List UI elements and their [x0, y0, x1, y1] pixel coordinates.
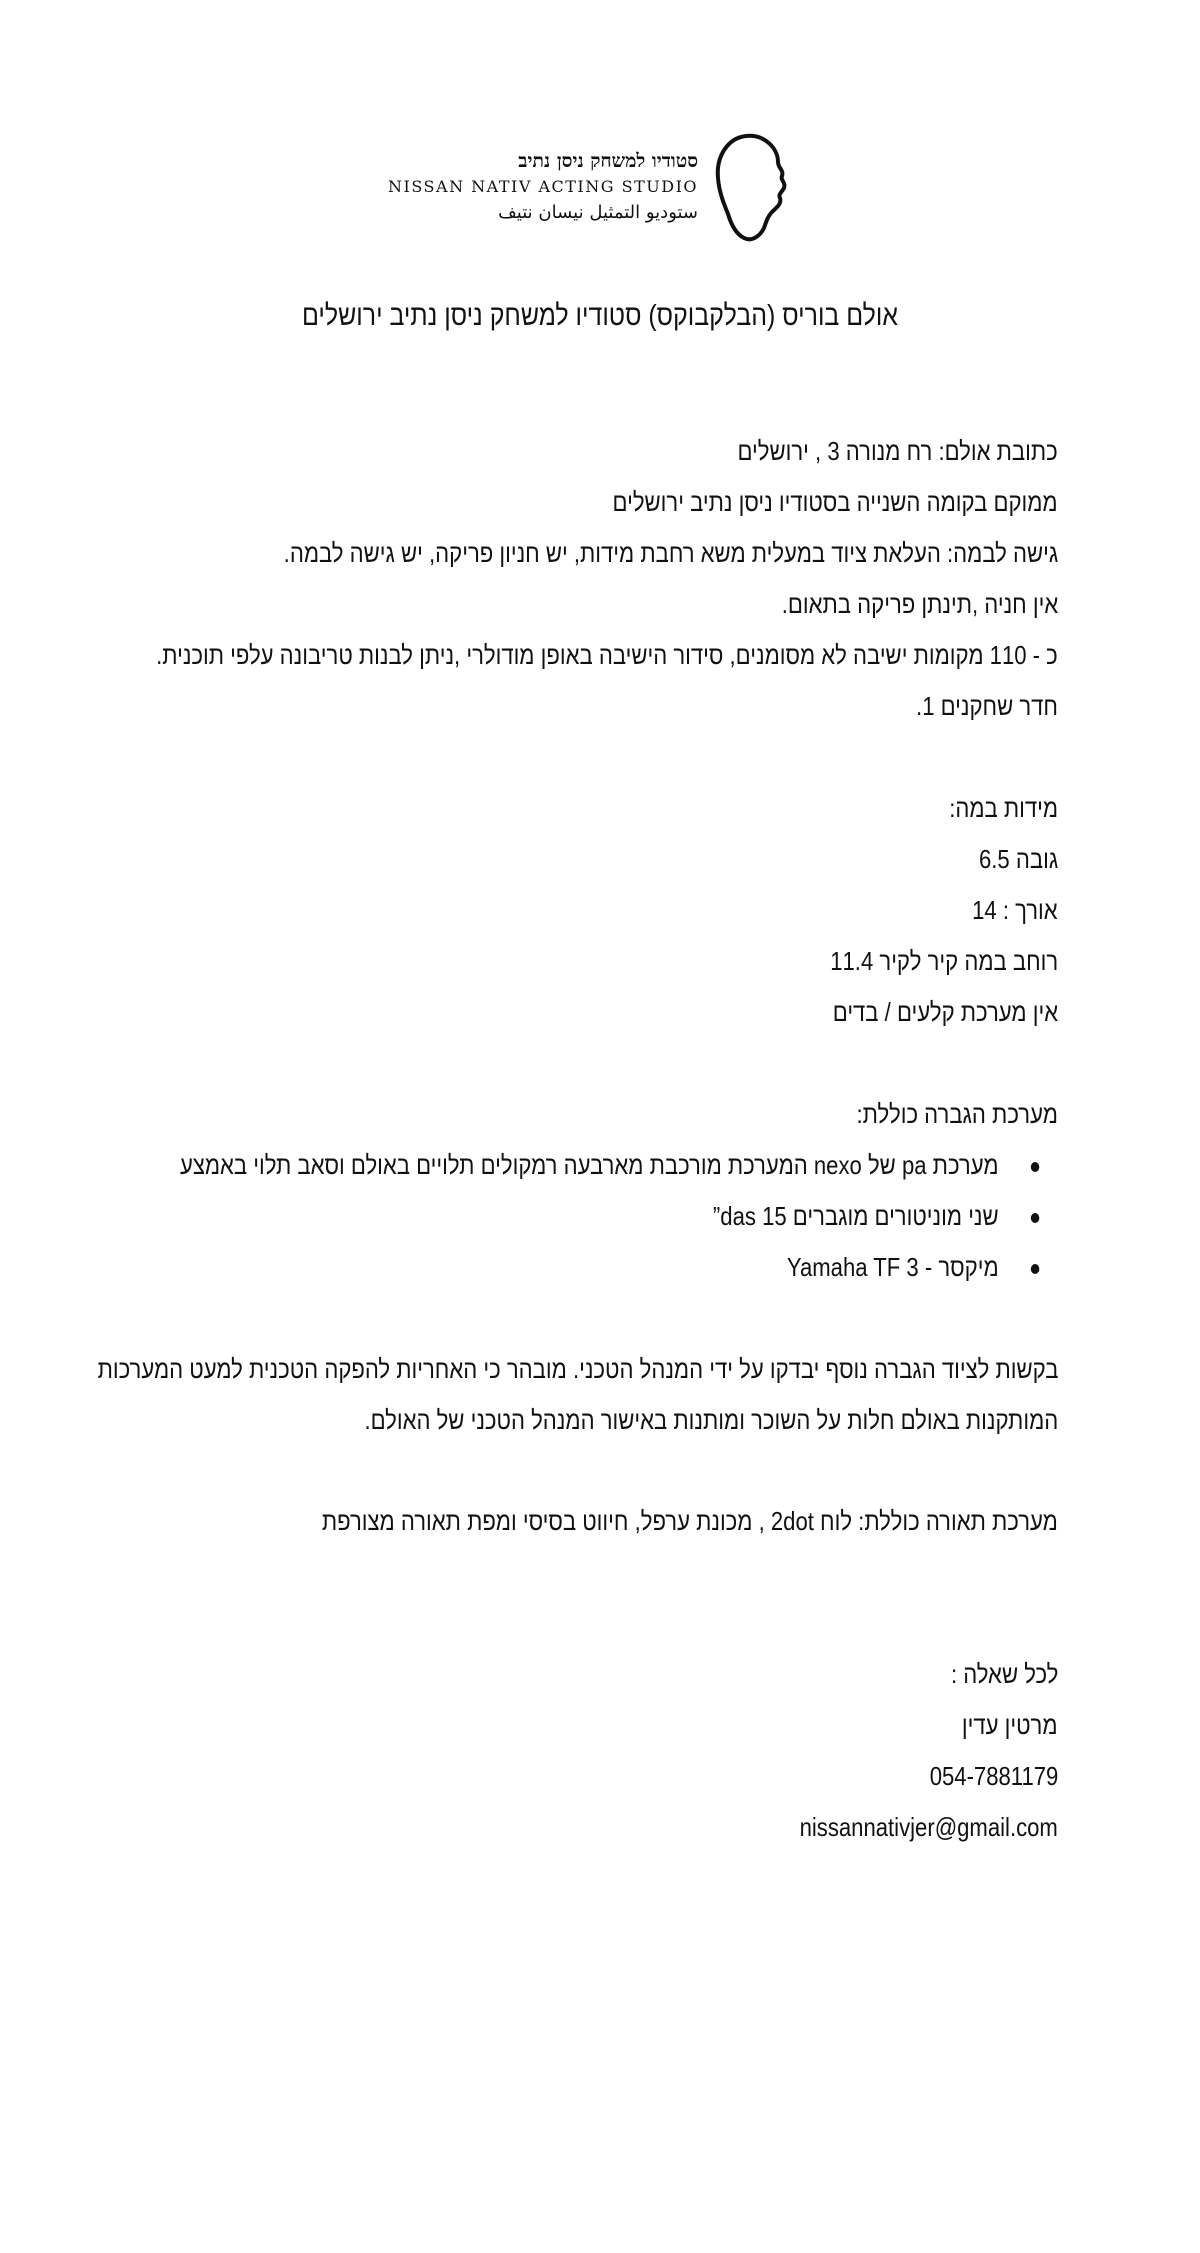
- seating-info: כ - 110 מקומות ישיבה לא מסומנים, סידור הישיבה באופן מודולרי ,ניתן לבנות טריבונה עלפי תוכנית.: [156, 640, 1058, 670]
- document-title: אולם בוריס (הבלקבוקס) סטודיו למשחק ניסן נתיב ירושלים: [301, 300, 899, 332]
- bullet-icon: [1031, 1162, 1040, 1172]
- list-item: [713, 1201, 1058, 1232]
- logo-english-name: NISSAN NATIV ACTING STUDIO: [388, 177, 698, 196]
- list-item: [180, 1150, 1058, 1181]
- contact-heading: לכל שאלה :: [950, 1659, 1058, 1689]
- hall-address: כתובת אולם: רח מנורה 3 , ירושלים: [737, 436, 1058, 466]
- contact-phone: 054-7881179: [929, 1761, 1058, 1791]
- stage-height: גובה 6.5: [978, 844, 1058, 874]
- stage-dimensions-heading: מידות במה:: [949, 793, 1058, 823]
- equipment-requests-line-2: המותקנות באולם חלות על השוכר ומותנות באישור המנהל הטכני של האולם.: [364, 1405, 1058, 1435]
- bullet-icon: [1031, 1264, 1040, 1274]
- stage-access: גישה לבמה: העלאת ציוד במעלית משא רחבת מידות, יש חניון פריקה, יש גישה לבמה.: [283, 538, 1058, 568]
- equipment-requests-line-1: בקשות לציוד הגברה נוסף יבדקו על ידי המנהל הטכני. מובהר כי האחריות להפקה הטכנית למעט המערכות: [97, 1354, 1058, 1384]
- stage-curtains: אין מערכת קלעים / בדים: [832, 997, 1058, 1027]
- sound-monitors: שני מוניטורים מוגברים das 15”: [712, 1201, 999, 1231]
- studio-logo: [388, 132, 790, 244]
- contact-name: מרטין עדין: [962, 1710, 1058, 1740]
- hall-location: ממוקם בקומה השנייה בסטודיו ניסן נתיב ירושלים: [612, 487, 1058, 517]
- list-item: [787, 1252, 1058, 1283]
- logo-arabic-name: ستوديو التمثيل نيسان نتيف: [498, 202, 698, 223]
- bullet-icon: [1031, 1213, 1040, 1223]
- lighting-system: מערכת תאורה כוללת: לוח 2dot , מכונת ערפל, חיווט בסיסי ומפת תאורה מצורפת: [322, 1506, 1058, 1536]
- stage-width: רוחב במה קיר לקיר 11.4: [830, 946, 1058, 976]
- stage-length: אורך : 14: [972, 895, 1058, 925]
- contact-email: nissannativjer@gmail.com: [799, 1812, 1058, 1842]
- sound-system-heading: מערכת הגברה כוללת:: [856, 1099, 1058, 1129]
- logo-hebrew-name: סטודיו למשחק ניסן נתיב: [518, 150, 698, 172]
- sound-mixer: מיקסר - Yamaha TF 3: [786, 1252, 999, 1282]
- dressing-room-info: חדר שחקנים 1.: [916, 691, 1058, 721]
- head-silhouette-icon: [706, 132, 790, 242]
- logo-text: [388, 148, 698, 226]
- parking-info: אין חניה ,תינתן פריקה בתאום.: [781, 589, 1058, 619]
- sound-pa-system: מערכת pa של nexo המערכת מורכבת מארבעה רמקולים תלויים באולם וסאב תלוי באמצע: [179, 1150, 999, 1180]
